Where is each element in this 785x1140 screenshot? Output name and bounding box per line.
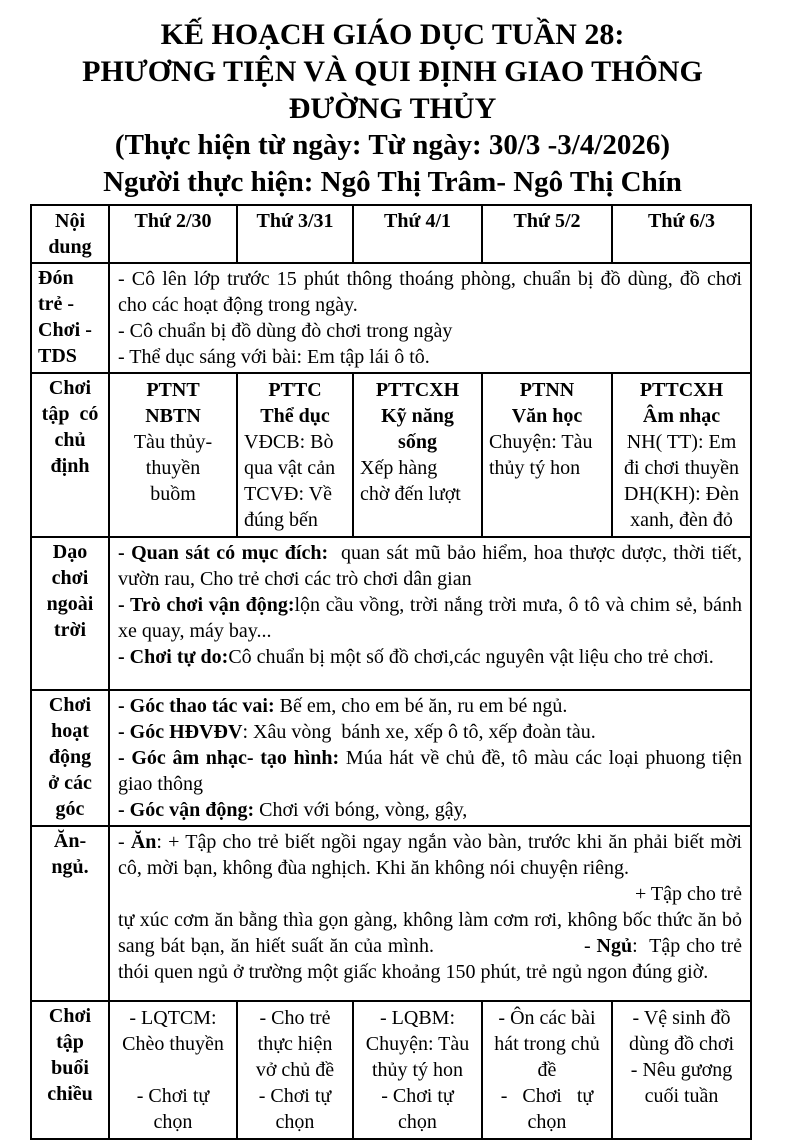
text-run: Cô chuẩn bị một số đồ chơi,các nguyên vật liệu cho trẻ chơi. — [228, 646, 714, 668]
row-label-choi-hoat-dong-o-cac-goc — [31, 690, 109, 826]
row-label-line: Chơi - — [38, 319, 92, 341]
cell-body-line: đề — [537, 1059, 557, 1081]
header-cell-day-4 — [482, 205, 612, 263]
cell-body-line: DH(KH): Đèn — [624, 483, 739, 505]
row-label-line: Chơi — [48, 377, 92, 399]
row-label-line: chủ — [54, 429, 86, 451]
bold-run: - Góc âm nhạc- tạo hình: — [118, 747, 346, 769]
day-cell-choi-tap-co-chu-dinh-5 — [612, 373, 751, 537]
bold-run: - Góc HĐVĐV — [118, 721, 243, 743]
cell-body-line: - Ôn các bài — [498, 1007, 596, 1029]
cell-body-line: NH( TT): Em — [626, 431, 737, 453]
table-row-choi-tap-co-chu-dinh — [31, 373, 751, 537]
header-line: Thứ 6/3 — [647, 210, 716, 232]
text-run: - — [583, 935, 597, 957]
cell-body-line: cuối tuần — [644, 1085, 719, 1107]
header-line: Thứ 2/30 — [134, 210, 212, 232]
paragraph — [118, 907, 747, 985]
bold-run: - Quan sát có mục đích: — [118, 542, 335, 564]
cell-body-line: xanh, đèn đỏ — [630, 509, 733, 531]
text-run: + Tập cho trẻ — [635, 883, 742, 905]
cell-body-line: - LQTCM: — [129, 1007, 217, 1029]
cell-heading-line: Âm nhạc — [642, 405, 721, 427]
table-header-row — [31, 205, 751, 263]
text-run: Bế em, cho em bé ăn, ru em bé ngủ. — [279, 695, 568, 717]
cell-body-line: đi chơi thuyền — [624, 457, 739, 479]
teachers-line: Người thực hiện: Ngô Thị Trâm- Ngô Thị Chín — [103, 166, 682, 198]
day-cell-choi-tap-buoi-chieu-4 — [482, 1001, 612, 1139]
text-run: : Xâu vòng bánh xe, xếp ô tô, xếp đoàn tàu. — [242, 721, 596, 743]
cell-body-line: thuyền — [145, 457, 201, 479]
row-label-line: Chơi — [48, 1005, 92, 1027]
header-line: dung — [48, 236, 92, 258]
cell-body-line: thủy tý hon — [489, 457, 581, 479]
text-run: - Cô chuẩn bị đồ dùng đò chơi trong ngày — [118, 320, 453, 342]
text-run: - Cô lên lớp trước 15 phút thông thoáng phòng, chuẩn bị đồ dùng, đồ chơi cho các hoạt động trong ngày. — [118, 268, 747, 316]
cell-heading-line: PTTCXH — [639, 379, 724, 401]
cell-heading-line: Văn học — [511, 405, 583, 427]
text-run: - — [118, 831, 131, 853]
row-label-line: tập có — [41, 403, 99, 425]
cell-body-line: VĐCB: Bò — [244, 431, 334, 453]
table-row-dao-choi-ngoai-troi — [31, 537, 751, 690]
day-cell-choi-tap-co-chu-dinh-1 — [109, 373, 237, 537]
title-line-2: PHƯƠNG TIỆN VÀ QUI ĐỊNH GIAO THÔNG — [82, 55, 703, 88]
cell-body-line: qua vật cản — [244, 457, 336, 479]
day-cell-choi-tap-buoi-chieu-5 — [612, 1001, 751, 1139]
title-line-3: ĐƯỜNG THỦY — [288, 92, 497, 125]
row-label-choi-tap-buoi-chieu — [31, 1001, 109, 1139]
cell-body-line: - Vệ sinh đồ — [632, 1007, 731, 1029]
row-label-line: TDS — [38, 345, 77, 367]
text-run: - Thể dục sáng với bài: Em tập lái ô tô. — [118, 346, 430, 368]
day-cell-choi-tap-buoi-chieu-2 — [237, 1001, 353, 1139]
cell-body-line: thủy tý hon — [371, 1059, 464, 1081]
row-label-an-ngu — [31, 826, 109, 1001]
table-row-don-tre-choi-tds — [31, 263, 751, 373]
cell-body-line: - Cho trẻ — [259, 1007, 331, 1029]
cell-body-line: - Chơi tự — [500, 1085, 594, 1107]
day-cell-choi-tap-buoi-chieu-3 — [353, 1001, 482, 1139]
table-row-choi-hoat-dong-o-cac-goc — [31, 690, 751, 826]
row-label-choi-tap-co-chu-dinh — [31, 373, 109, 537]
merged-content-cell — [109, 263, 751, 373]
cell-body-line: TCVĐ: Về — [244, 483, 332, 505]
header-line: Thứ 5/2 — [513, 210, 581, 232]
cell-body-line: - Chơi tự — [136, 1085, 210, 1107]
row-label-line: tập — [56, 1031, 84, 1053]
header-cell-day-5 — [612, 205, 751, 263]
cell-heading-line: PTNN — [519, 379, 575, 401]
paragraph — [118, 693, 742, 719]
paragraph — [118, 344, 742, 370]
cell-heading-line: NBTN — [145, 405, 201, 427]
paragraph — [118, 318, 742, 344]
cell-body-line: chọn — [153, 1111, 193, 1133]
row-label-dao-choi-ngoai-troi — [31, 537, 109, 690]
row-label-line: định — [50, 455, 90, 477]
cell-body-line: hát trong chủ — [494, 1033, 600, 1055]
row-label-line: ngủ. — [51, 856, 89, 878]
row-label-line: ngoài — [46, 593, 94, 615]
cell-body-line: - LQBM: — [380, 1007, 455, 1029]
bold-run: Ăn — [130, 831, 157, 853]
title-line-1: KẾ HOẠCH GIÁO DỤC TUẦN 28: — [160, 18, 625, 51]
cell-body-line: buồm — [150, 483, 196, 505]
bold-run: - Góc thao tác vai: — [118, 695, 280, 717]
cell-body-line: - Chơi tự — [381, 1085, 454, 1107]
text-run: quan sát mũ bảo hiểm, hoa thược dược, thời tiết, vườn rau, Cho trẻ chơi các trò chơi dân gian — [118, 542, 747, 590]
cell-body-line: Tàu thủy- — [133, 431, 213, 453]
date-range-line: (Thực hiện từ ngày: Từ ngày: 30/3 -3/4/2026) — [114, 129, 671, 161]
paragraph — [118, 881, 742, 907]
cell-body-line: - Chơi tự — [258, 1085, 332, 1107]
row-label-line: ở các — [48, 772, 92, 794]
row-label-line: Dạo — [52, 541, 88, 563]
cell-heading-line: sống — [398, 431, 437, 453]
cell-body-line: chờ đến lượt — [360, 483, 461, 505]
paragraph — [118, 540, 747, 592]
document-title — [0, 16, 785, 127]
row-label-line: buổi — [51, 1057, 89, 1079]
cell-heading-line: PTNT — [146, 379, 200, 401]
text-run: tự xúc cơm ăn bằng thìa gọn gàng, không làm cơm rơi, không bốc thức ăn bỏ sang bát bạn, ăn hiết suất ăn của mình. — [118, 909, 747, 957]
paragraph — [118, 745, 747, 797]
header-line: Thứ 4/1 — [383, 210, 452, 232]
row-label-line: Chơi — [48, 694, 92, 716]
cell-heading-line: Thể dục — [260, 405, 330, 427]
text-run: : + Tập cho trẻ biết ngồi ngay ngắn vào bàn, trước khi ăn phải biết mời cô, mời bạn, không đùa nghịch. Khi ăn không nói chuyện riêng. — [118, 831, 747, 879]
weekly-plan-table — [30, 204, 752, 1140]
cell-heading-line: Kỹ năng — [381, 405, 454, 427]
day-cell-choi-tap-co-chu-dinh-4 — [482, 373, 612, 537]
day-cell-choi-tap-co-chu-dinh-3 — [353, 373, 482, 537]
row-label-line: chơi — [51, 567, 89, 589]
paragraph — [118, 266, 747, 318]
row-label-line: Ăn- — [53, 830, 87, 852]
text-run: : Tập cho trẻ thói quen ngủ ở trường một giấc khoảng 150 phút, trẻ ngủ ngon đúng giờ. — [118, 935, 747, 983]
row-label-don-tre-choi-tds — [31, 263, 109, 373]
bold-run: - Chơi tự do: — [118, 646, 229, 668]
cell-body-line: Chuyện: Tàu — [365, 1033, 470, 1055]
row-label-line: động — [48, 746, 92, 768]
cell-body-line: đúng bến — [244, 509, 318, 531]
row-label-line: Đón — [38, 267, 74, 289]
bold-run: - Góc vận động: — [118, 799, 260, 821]
bold-run: Ngủ — [596, 935, 633, 957]
merged-content-cell — [109, 690, 751, 826]
cell-body-line: Xếp hàng — [360, 457, 438, 479]
bold-run: - Trò chơi vận động: — [118, 594, 295, 616]
row-label-line: trẻ - — [38, 293, 75, 315]
row-label-line: chiều — [47, 1083, 93, 1105]
cell-body-line: - Nêu gương — [630, 1059, 733, 1081]
table-row-an-ngu — [31, 826, 751, 1001]
cell-heading-line: PTTC — [268, 379, 322, 401]
header-line: Nội — [55, 210, 85, 232]
row-label-line: trời — [53, 619, 87, 641]
cell-body-line: chọn — [398, 1111, 437, 1133]
paragraph — [118, 592, 747, 644]
paragraph — [118, 719, 742, 745]
table-row-choi-tap-buoi-chieu — [31, 1001, 751, 1139]
header-cell-day-3 — [353, 205, 482, 263]
cell-body-line: vở chủ đề — [255, 1059, 335, 1081]
header-cell-day-1 — [109, 205, 237, 263]
header-cell-day-2 — [237, 205, 353, 263]
text-run: Chơi với bóng, vòng, gậy, — [259, 799, 468, 821]
cell-body-line: Chuyện: Tàu — [489, 431, 593, 453]
cell-body-line — [114, 1057, 232, 1083]
merged-content-cell — [109, 826, 751, 1001]
row-label-line: hoạt — [51, 720, 89, 742]
paragraph — [118, 829, 747, 881]
row-label-line: góc — [55, 798, 85, 820]
cell-body-line: chọn — [275, 1111, 315, 1133]
cell-body-line: Chèo thuyền — [122, 1033, 224, 1055]
cell-body-line: chọn — [527, 1111, 567, 1133]
cell-heading-line: PTTCXH — [375, 379, 460, 401]
cell-body-line: dùng đồ chơi — [628, 1033, 734, 1055]
day-cell-choi-tap-co-chu-dinh-2 — [237, 373, 353, 537]
header-line: Thứ 3/31 — [256, 210, 334, 232]
text-run: lộn cầu vồng, trời nắng trời mưa, ô tô và chim sẻ, bánh xe quay, máy bay... — [118, 594, 747, 642]
day-cell-choi-tap-buoi-chieu-1 — [109, 1001, 237, 1139]
header-cell-noi-dung — [31, 205, 109, 263]
merged-content-cell — [109, 537, 751, 690]
paragraph — [118, 644, 742, 670]
paragraph — [118, 797, 742, 823]
text-run: Múa hát về chủ đề, tô màu các loại phuong tiện giao thông — [118, 747, 747, 795]
cell-body-line: thực hiện — [257, 1033, 333, 1055]
